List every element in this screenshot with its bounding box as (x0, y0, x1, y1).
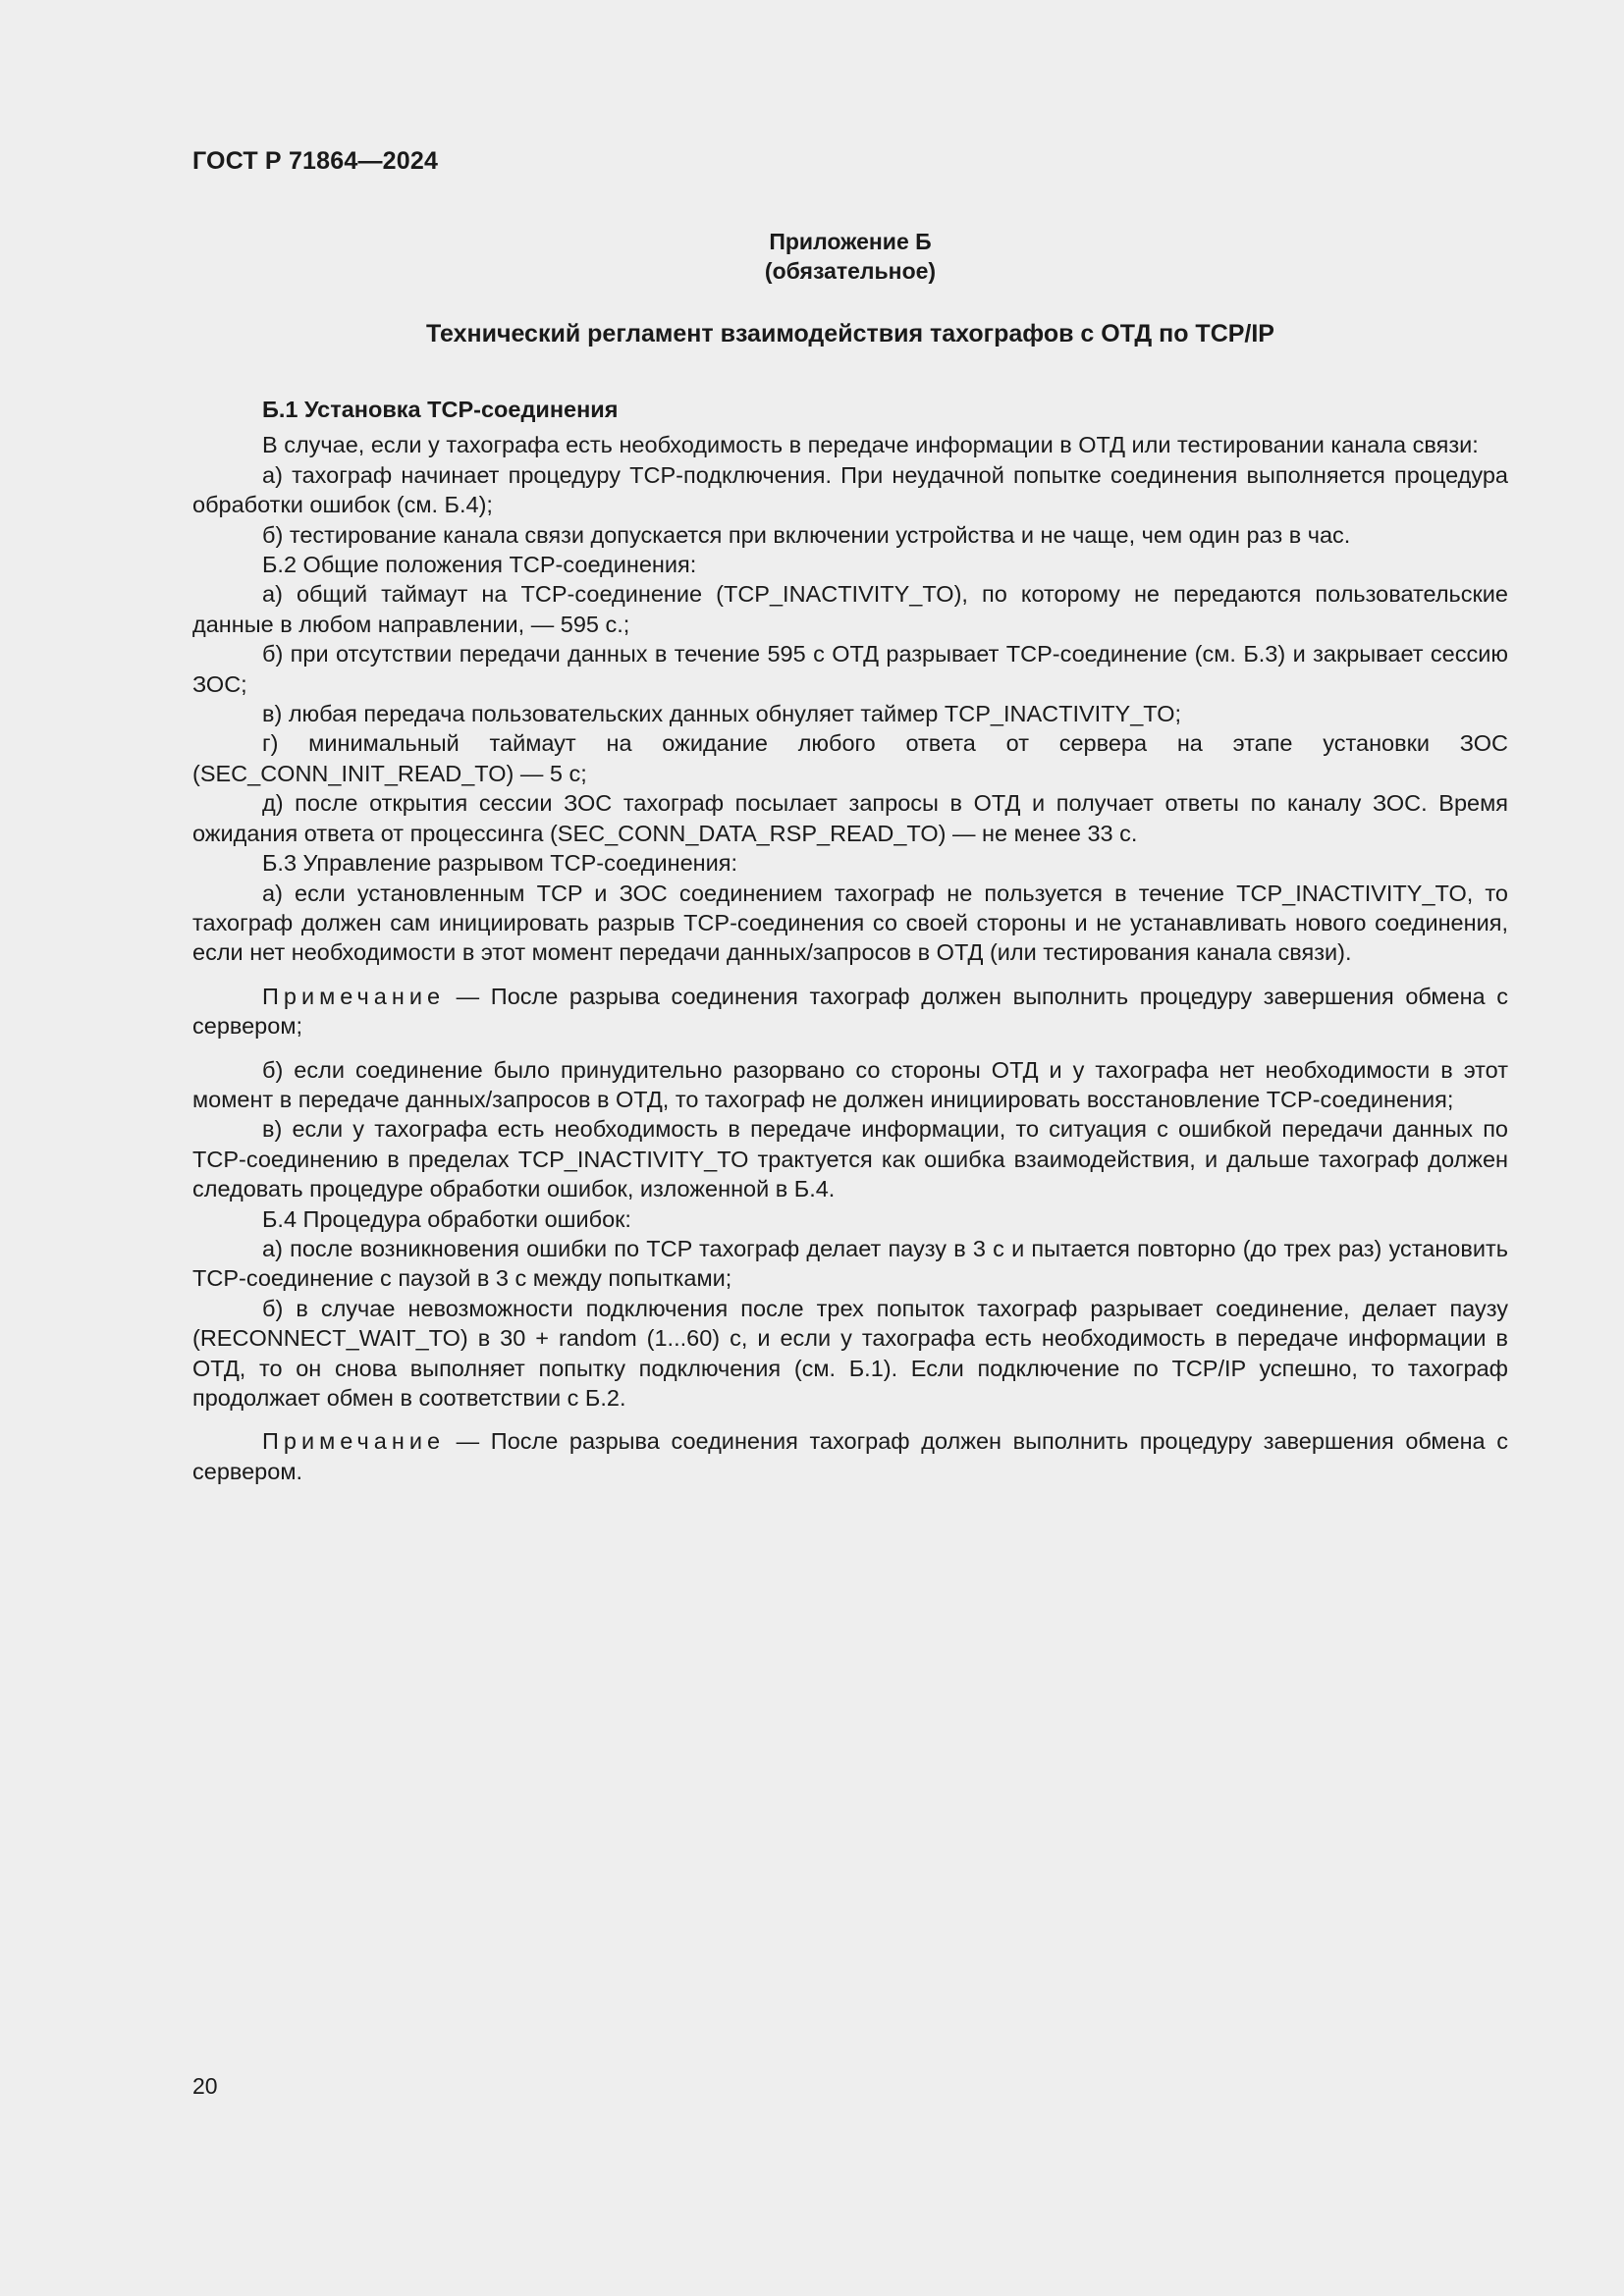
section-b3-item-a: а) если установленным TCP и ЗОС соединением тахограф не пользуется в течение TCP_INACTIVITY_TO, то тахограф должен сам инициировать разрыв TCP-соединения со своей стороны и не устанавливать нового соединения, если нет необходимости в этот момент передачи данных/запросов в ОТД (или тестирования канала связи). (192, 880, 1508, 966)
document-title: Технический регламент взаимодействия тахографов с ОТД по TCP/IP (425, 320, 1274, 347)
note-label: Примечание (262, 983, 446, 1009)
section-b2-item-e: д) после открытия сессии ЗОС тахограф посылает запросы в ОТД и получает ответы по каналу ЗОС. Время ожидания ответа от процессинга (SEC_CONN_DATA_RSP_READ_TO) — не менее 33 с. (192, 790, 1508, 846)
section-b3-item-c: в) если у тахографа есть необходимость в передаче информации, то ситуация с ошибкой передачи данных по TCP-соединению в пределах TCP_INACTIVITY_TO трактуется как ошибка взаимодействия, и дальше тахограф должен следовать процедуре обработки ошибок, изложенной в Б.4. (192, 1116, 1508, 1202)
section-b1-heading: Б.1 Установка TCP-соединения (262, 397, 619, 422)
section-b1-item-b: б) тестирование канала связи допускается при включении устройства и не чаще, чем один раз в час. (262, 521, 1351, 548)
section-b4-item-a: а) после возникновения ошибки по TCP тахограф делает паузу в 3 с и пытается повторно (до трех раз) установить TCP-соединение с паузой в 3 с между попытками; (192, 1235, 1508, 1292)
section-b4-item-b: б) в случае невозможности подключения после трех попыток тахограф разрывает соединение, делает паузу (RECONNECT_WAIT_TO) в 30 + random (1...60) с, и если у тахографа есть необходимость в передаче информации в ОТД, то он снова выполняет попытку подключения (см. Б.1). Если подключение по TCP/IP успешно, то тахограф продолжает обмен в соответствии с Б.2. (192, 1295, 1508, 1411)
note-text: — После разрыва соединения тахограф должен выполнить процедуру завершения обмена с сервером. (192, 1428, 1508, 1484)
section-b2-item-a: а) общий таймаут на TCP-соединение (TCP_INACTIVITY_TO), по которому не передаются пользовательские данные в любом направлении, — 595 с.; (192, 581, 1508, 637)
section-b2-item-d: г) минимальный таймаут на ожидание любого ответа от сервера на этапе установки ЗОС (SEC_CONN_INIT_READ_TO) — 5 с; (192, 730, 1508, 786)
page-number: 20 (192, 2073, 218, 2099)
section-b2-item-c: в) любая передача пользовательских данных обнуляет таймер TCP_INACTIVITY_TO; (262, 701, 1182, 727)
section-b2-item-b: б) при отсутствии передачи данных в течение 595 с ОТД разрывает TCP-соединение (см. Б.3) и закрывает сессию ЗОС; (192, 641, 1508, 697)
note-label: Примечание (262, 1428, 446, 1455)
appendix-status: (обязательное) (764, 258, 937, 284)
section-b3-note (192, 982, 1508, 1041)
note-text: — После разрыва соединения тахограф должен выполнить процедуру завершения обмена с сервером; (192, 983, 1508, 1040)
section-b3-item-b: б) если соединение было принудительно разорвано со стороны ОТД и у тахографа нет необходимости в этот момент в передаче данных/запросов в ОТД, то тахограф не должен инициировать восстановление TCP-соединения; (192, 1056, 1508, 1112)
appendix-heading (192, 227, 1508, 286)
section-b4-note (192, 1426, 1508, 1486)
document-body (192, 395, 1508, 1500)
section-b4-heading: Б.4 Процедура обработки ошибок: (262, 1205, 631, 1232)
section-b2-heading: Б.2 Общие положения TCP-соединения: (262, 552, 697, 578)
appendix-label: Приложение Б (769, 229, 932, 254)
section-b1-item-a: а) тахограф начинает процедуру TCP-подключения. При неудачной попытке соединения выполняется процедура обработки ошибок (см. Б.4); (192, 461, 1508, 518)
section-b3-heading: Б.3 Управление разрывом TCP-соединения: (262, 850, 738, 877)
document-standard-number: ГОСТ Р 71864—2024 (192, 147, 439, 175)
section-b1-intro: В случае, если у тахографа есть необходимость в передаче информации в ОТД или тестировании канала связи: (262, 432, 1479, 458)
